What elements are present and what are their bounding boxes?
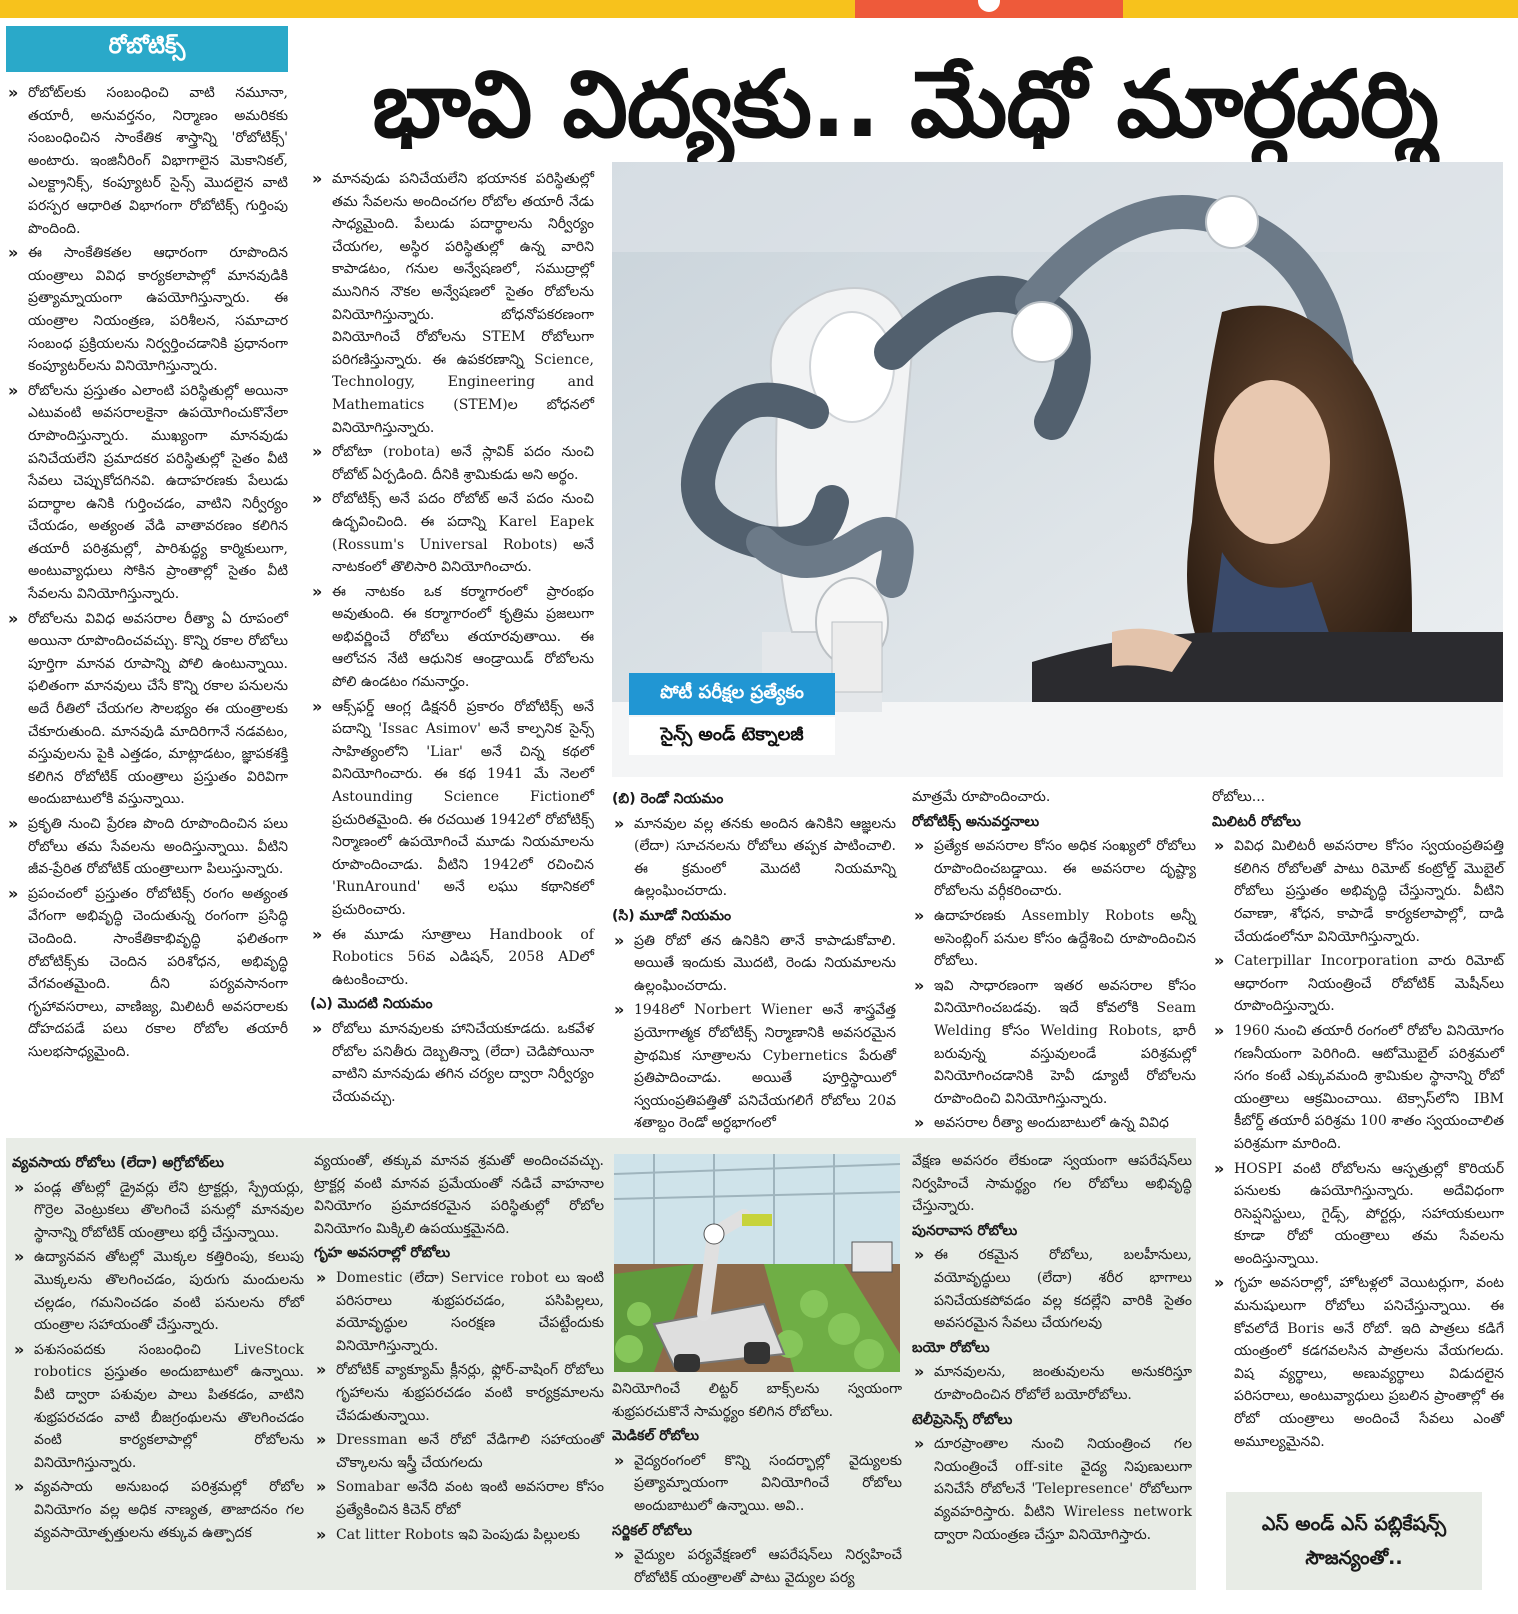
article-paragraph: » వ్యవసాయ అనుబంధ పరిశ్రమల్లో రోబోల వినియోగం వల్ల అధిక నాణ్యత, తాజాదనం గల వ్యవసాయోత్పత్తులను తక్కువ ఉత్పాదక — [12, 1476, 304, 1544]
article-paragraph: » ప్రకృతి నుంచి ప్రేరణ పొంది రూపొందించిన పలు రోబోలు తమ సేవలను అందిస్తున్నాయి. వీటిని జీవ-ప్రేరిత రోబోటిక్‌ యంత్రాలుగా పిలుస్తున్నారు. — [6, 813, 288, 881]
article-paragraph: » ఆక్స్‌ఫర్డ్‌ ఆంగ్ల డిక్షనరీ ప్రకారం రోబోటిక్స్‌ అనే పదాన్ని 'Issac Asimov' అనే కాల్పనిక సైన్స్‌ సాహిత్యంలోని 'Liar' అనే చిన్న కథలో వినియోగించారు. ఈ కథ 1941 మే నెలలో Astounding Science Fictionలో ప్రచురితమైంది. ఈ రచయిత 1942లో రోబోటిక్స్‌ నిర్మాణంలో ఉపయోగించే మూడు నియమాలను రూపొందించాడు. వీటిని 1942లో రచించిన 'RunAround' అనే లఘు కథానికలో ప్రచురించారు. — [310, 696, 594, 922]
column-5 — [1212, 786, 1504, 1476]
badge-competitive-exams: పోటీ పరీక్షల ప్రత్యేకం — [629, 673, 835, 715]
credit-line-2: సౌజన్యంతో.. — [1305, 1547, 1403, 1569]
article-paragraph: » వైద్యుల పర్యవేక్షణలో ఆపరేషన్‌లు నిర్వహించే రోబోటిక్‌ యంత్రాలతో పాటు వైద్యుల పర్య — [612, 1544, 902, 1589]
article-paragraph: » ప్రతి రోబో తన ఉనికిని తానే కాపాడుకోవాలి. అయితే ఇందుకు మొదటి, రెండు నియమాలను ఉల్లంఘించరాదు. — [612, 930, 896, 998]
article-paragraph: » పశుసంపదకు సంబంధించి LiveStock robotics ప్రస్తుతం అందుబాటులో ఉన్నాయి. వీటి ద్వారా పశువుల పాలు పితకడం, వాటిని శుభ్రపరచడం వాటి బీజగ్రంథులను తొలగించడం వంటి కార్యకలాపాల్లో రోబోలను వినియోగిస్తున్నారు. — [12, 1339, 304, 1475]
headline: భావి విద్యకు.. మేధో మార్గదర్శి — [372, 51, 1438, 158]
article-paragraph: » రోబోట్‌లకు సంబంధించి వాటి నమూనా, తయారీ, అనువర్తనం, నిర్మాణం అమరికకు సంబంధించిన సాంకేతిక శాస్త్రాన్ని 'రోబోటిక్స్‌' అంటారు. ఇంజినీరింగ్‌ విభాగాలైన మెకానికల్‌, ఎలక్ట్రానిక్స్‌, కంప్యూటర్‌ సైన్స్‌ మొదలైన వాటి పరస్పర ఆధారిత విభాగంగా రోబోటిక్స్‌ గుర్తింపు పొందింది. — [6, 82, 288, 240]
subheading: (సి) మూడో నియమం — [612, 907, 732, 924]
top-color-bar — [0, 0, 1518, 18]
article-paragraph: మాత్రమే రూపొందించారు. — [912, 789, 1051, 805]
article-paragraph: » మానవులను, జంతువులను అనుకరిస్తూ రూపొందించిన రోబోలే బయోరోబోలు. — [912, 1361, 1192, 1406]
subheading: మిలిటరీ రోబోలు — [1212, 813, 1301, 830]
article-paragraph: » ఇవి సాధారణంగా ఇతర అవసరాల కోసం వినియోగించబడవు. ఇదే కోవలోకి Seam Welding కోసం Welding Robots, భారీ బరువున్న వస్తువులండే పరిశ్రమల్లో వినియోగించడానికి హెవీ డ్యూటీ రోబోలను రూపొందించి వినియోగిస్తున్నారు. — [912, 975, 1196, 1111]
article-paragraph: » అవసరాల రీత్యా అందుబాటులో ఉన్న వివిధ — [912, 1112, 1196, 1135]
article-paragraph: » ఈ రకమైన రోబోలు, బలహీనులు, వయోవృద్ధులు (లేదా) శరీర భాగాలు పనిచేయకపోవడం వల్ల కదల్లేని వారికి సైతం అవసరమైన సేవలు చేయగలవు — [912, 1244, 1192, 1334]
lower-column-2 — [314, 1150, 604, 1586]
subheading: గృహ అవసరాల్లో రోబోలు — [314, 1245, 451, 1262]
article-paragraph: » రోబోటిక్స్‌ అనే పదం రోబోట్‌ అనే పదం నుంచి ఉద్భవించింది. ఈ పదాన్ని Karel Eapek (Rossum's Universal Robots) అనే నాటకంలో తొలిసారి వినియోగించారు. — [310, 488, 594, 578]
subheading: వ్యవసాయ రోబోలు (లేదా) అగ్రోబోట్‌లు — [12, 1155, 224, 1171]
article-paragraph: » ఉదాహరణకు Assembly Robots అన్నీ అసెంబ్లింగ్‌ పనుల కోసం ఉద్దేశించి రూపొందించిన రోబోలు. — [912, 905, 1196, 973]
greenhouse-illustration — [614, 1154, 900, 1372]
subheading: పునరావాస రోబోలు — [912, 1222, 1018, 1239]
credit-line-1: ఎస్ అండ్ ఎస్ పబ్లికేషన్స్ — [1261, 1513, 1447, 1535]
article-paragraph: » దూరప్రాంతాల నుంచి నియంత్రించ గల నియంత్రించే off-site వైద్య నిపుణులుగా పనిచేసే రోబోలనే 'Telepresence' రోబోలుగా వ్యవహరిస్తారు. వీటిని Wireless network ద్వారా నియంత్రణ చేస్తూ వినియోగిస్తారు. — [912, 1433, 1192, 1546]
subheading: మెడికల్‌ రోబోలు — [612, 1428, 700, 1445]
column-3 — [612, 786, 896, 1132]
article-paragraph: రోబోలు... — [1212, 789, 1266, 805]
article-paragraph: » ప్రత్యేక అవసరాల కోసం అధిక సంఖ్యలో రోబోలు రూపొందించబడ్డాయి. ఈ అవసరాల దృష్ట్యా రోబోలను వర్గీకరించారు. — [912, 835, 1196, 903]
column-1 — [6, 82, 288, 1122]
subheading: టెలీప్రెసెన్స్‌ రోబోలు — [912, 1411, 1013, 1428]
article-paragraph: » మానవుల వల్ల తనకు అందిన ఉనికిని ఆజ్ఞలను (లేదా) సూచనలను రోబోలు తప్పక పాటించాలి. ఈ క్రమంలో మొదటి నియమాన్ని ఉల్లంఘించరాదు. — [612, 813, 896, 903]
article-paragraph: » పండ్ల తోటల్లో డ్రైవర్లు లేని ట్రాక్టర్లు, స్ప్రేయర్లు, గొర్రెల వెంట్రుకలు తొలగించే పనుల్లో మానవుల స్థానాన్ని రోబోటిక్‌ యంత్రాలు భర్తీ చేస్తున్నాయి. — [12, 1177, 304, 1245]
article-paragraph: » Somabar అనేది వంట ఇంటి అవసరాల కోసం ప్రత్యేకించిన కిచెన్‌ రోబో — [314, 1476, 604, 1521]
article-paragraph: » ప్రపంచంలో ప్రస్తుతం రోబోటిక్స్‌ రంగం అత్యంత వేగంగా అభివృద్ధి చెందుతున్న రంగంగా ప్రసిద్ధి చెందింది. సాంకేతికాభివృద్ధి ఫలితంగా రోబోటిక్స్‌కు చెందిన పరిశోధన, అభివృద్ధి వేగవంతమైంది. దీని పర్యవసానంగా గృహావసరాలు, వాణిజ్య, మిలిటరీ అవసరాలకు దోహదపడే పలు రకాల రోబోల తయారీ సులభసాధ్యమైంది. — [6, 883, 288, 1064]
article-paragraph: » ఈ సాంకేతికతల ఆధారంగా రూపొందిన యంత్రాలు వివిధ కార్యకలాపాల్లో మానవుడికి ప్రత్యామ్నాయంగా ఉపయోగిస్తున్నారు. ఈ యంత్రాల నియంత్రణ, పరిశీలన, సమాచార సంబంధ ప్రక్రియలను నిర్వర్తించడానికి ప్రధానంగా కంప్యూటర్‌లను వినియోగిస్తున్నారు. — [6, 242, 288, 378]
article-paragraph: » రోబోటిక్‌ వ్యాక్యూమ్‌ క్లీనర్లు, ఫ్లోర్‌-వాషింగ్‌ రోబోలు గృహాలను శుభ్రపరచడం వంటి కార్యక్రమాలను చేపడుతున్నాయి. — [314, 1359, 604, 1427]
article-paragraph: » HOSPI వంటి రోబోలను ఆస్పత్రుల్లో కొరియర్‌ పనులకు ఉపయోగిస్తున్నారు. అదేవిధంగా రిసెప్షనిస్టులు, గైడ్స్‌, పోర్టర్లు, సహాయకులుగా కూడా రోబో యంత్రాలు తమ సేవలను అందిస్తున్నాయి. — [1212, 1158, 1504, 1271]
greenhouse-robot-image — [614, 1154, 900, 1372]
lower-column-4 — [912, 1150, 1192, 1586]
article-paragraph: » 1948లో Norbert Wiener అనే శాస్త్రవేత్త ప్రయోగాత్మక రోబోటిక్స్‌ నిర్మాణానికి అవసరమైన ప్రాథమిక సూత్రాలను Cybernetics పేరుతో ప్రతిపాదించాడు. అయితే పూర్తిస్థాయిలో స్వయంప్రతిపత్తితో పనిచేయగలిగే రోబోలు 20వ శతాబ్దం రెండో అర్ధభాగంలో — [612, 999, 896, 1135]
lower-column-1 — [12, 1150, 304, 1586]
article-paragraph: » Domestic (లేదా) Service robot లు ఇంటి పరిసరాలు శుభ్రపరచడం, పసిపిల్లలు, వయోవృద్ధుల సంరక్షణ చేపట్టేందుకు వినియోగిస్తున్నారు. — [314, 1267, 604, 1357]
article-paragraph: వినియోగించే లిట్టర్‌ బాక్స్‌లను స్వయంగా శుభ్రపరచుకొనే సామర్థ్యం కలిగిన రోబోలు. — [612, 1381, 902, 1420]
article-paragraph: వేక్షణ అవసరం లేకుండా స్వయంగా ఆపరేషన్‌లు నిర్వహించే సామర్థ్యం గల రోబోలు అభివృద్ధి చేస్తున్నారు. — [912, 1153, 1192, 1215]
section-tag: రోబోటిక్స్ — [6, 26, 288, 72]
article-paragraph: » వివిధ మిలిటరీ అవసరాల కోసం స్వయంప్రతిపత్తి కలిగిన రోబోలతో పాటు రిమోట్‌ కంట్రోల్డ్‌ మొబైల్‌ రోబోలు ప్రస్తుతం అభివృద్ధి చేస్తున్నారు. వీటిని రవాణా, శోధన, కాపాడే కార్యకలాపాల్లో, దాడి చేయడంలోనూ వినియోగిస్తున్నారు. — [1212, 835, 1504, 948]
credit-box — [1226, 1492, 1482, 1590]
article-paragraph: » ఉద్యానవన తోటల్లో మొక్కల కత్తిరింపు, కలుపు మొక్కలను తొలగించడం, పురుగు మందులను చల్లడం, గమనించడం వంటి పనులను రోబో యంత్రాల సహాయంతో చేస్తున్నారు. — [12, 1246, 304, 1336]
article-paragraph: » గృహ అవసరాల్లో, హోటళ్లలో వెయిటర్లుగా, వంట మనుషులుగా రోబోలు పనిచేస్తున్నాయి. ఈ కోవలోదే Boris అనే రోబో. ఇది పాత్రలు కడిగే యంత్రంలో కడగవలసిన పాత్రలను వేయగలదు. విష వ్యర్థాలు, అణువ్యర్థాలు విడుదలైన పరిసరాలు, అంటువ్యాధులు ప్రబలిన ప్రాంతాల్లో ఈ రోబో యంత్రాలు అందించే సేవలు ఎంతో అమూల్యమైనవి. — [1212, 1272, 1504, 1453]
article-paragraph: » Cat litter Robots ఇవి పెంపుడు పిల్లులకు — [314, 1524, 604, 1547]
article-paragraph: » రోబోటా (robota) అనే స్లావిక్‌ పదం నుంచి రోబోట్‌ ఏర్పడింది. దీనికి శ్రామికుడు అని అర్థం. — [310, 441, 594, 486]
article-paragraph: » మానవుడు పనిచేయలేని భయానక పరిస్థితుల్లో తమ సేవలను అందించగల రోబోల తయారీ నేడు సాధ్యమైంది. పేలుడు పదార్థాలను నిర్వీర్యం చేయగల, అస్థిర పరిస్థితుల్లో ఉన్న వారిని కాపాడటం, గనుల అన్వేషణలో, సముద్రాల్లో మునిగిన నౌకల అన్వేషణలో సైతం రోబోలను వినియోగిస్తున్నారు. బోధనోపకరణంగా వినియోగించే రోబోలను STEM రోబోలుగా పరిగణిస్తున్నారు. ఈ ఉపకరణాన్ని Science, Technology, Engineering and Mathematics (STEM)ల బోధనలో వినియోగిస్తున్నారు. — [310, 168, 594, 439]
article-paragraph: » రోబోలను ప్రస్తుతం ఎలాంటి పరిస్థితుల్లో అయినా ఎటువంటి అవసరాలకైనా ఉపయోగించుకొనేలా రూపొందిస్తున్నారు. ముఖ్యంగా మానవుడు పనిచేయలేని ప్రమాదకర పరిస్థితుల్లో సైతం వీటి సేవలు చెప్పుకోదగినవి. ఉదాహరణకు పేలుడు పదార్థాల ఉనికి గుర్తించడం, వాటిని నిర్వీర్యం చేయడం, అత్యంత వేడి వాతావరణం కలిగిన తయారీ పరిశ్రమల్లో, పారిశుద్ధ్య కార్మికులుగా, అంటువ్యాధులు సోకిన ప్రాంతాల్లో సైతం వీటి సేవలను వినియోగిస్తున్నారు. — [6, 380, 288, 606]
subheading: (ఎ) మొదటి నియమం — [310, 996, 433, 1013]
lower-column-3 — [612, 1378, 902, 1586]
article-paragraph: » రోబోలు మానవులకు హానిచేయకూడదు. ఒకవేళ రోబోల పనితీరు దెబ్బతిన్నా (లేదా) చెడిపోయినా వాటిని మానవుడు తగిన చర్యల ద్వారా నిర్వీర్యం చేయవచ్చు. — [310, 1018, 594, 1108]
article-paragraph: » 1960 నుంచి తయారీ రంగంలో రోబోల వినియోగం గణనీయంగా పెరిగింది. ఆటోమొబైల్‌ పరిశ్రమలో సగం కంటే ఎక్కువమంది శ్రామికుల స్థానాన్ని రోబో యంత్రాలు ఆక్రమించాయి. టెక్సాస్‌లోని IBM కీబోర్డ్‌ తయారీ పరిశ్రమ 100 శాతం స్వయంచాలిత పరిశ్రమగా మారింది. — [1212, 1020, 1504, 1156]
article-paragraph: వ్యయంతో, తక్కువ మానవ శ్రమతో అందించవచ్చు. ట్రాక్టర్ల వంటి మానవ ప్రమేయంతో నడిచే వాహనాల వినియోగం ప్రమాదకరమైన పరిస్థితుల్లో రోబోల వినియోగం మిక్కిలి ఉపయుక్తమైనది. — [314, 1153, 604, 1237]
article-paragraph: » Caterpillar Incorporation వారు రిమోట్‌ ఆధారంగా నియంత్రించే రోబోటిక్‌ మెషీన్‌లు రూపొందిస్తున్నారు. — [1212, 950, 1504, 1018]
subheading: రోబోటిక్స్‌ అనువర్తనాలు — [912, 813, 1040, 830]
article-paragraph: » రోబోలను వివిధ అవసరాల రీత్యా ఏ రూపంలో అయినా రూపొందించవచ్చు. కొన్ని రకాల రోబోలు పూర్తిగా మానవ రూపాన్ని పోలి ఉంటున్నాయి. ఫలితంగా మానవులు చేసే కొన్ని రకాల పనులను అదే రీతిలో చేయగల సౌలభ్యం ఈ యంత్రాలకు చేకూరుతుంది. మానవుడి మాదిరిగానే నడవటం, వస్తువులను పైకి ఎత్తడం, మాట్లాడటం, జ్ఞాపకశక్తి కలిగిన రోబోటిక్‌ యంత్రాలు ప్రస్తుతం విరివిగా అందుబాటులోకి వస్తున్నాయి. — [6, 608, 288, 811]
column-4 — [912, 786, 1196, 1132]
article-paragraph: » ఈ నాటకం ఒక కర్మాగారంలో ప్రారంభం అవుతుంది. ఈ కర్మాగారంలో కృత్రిమ ప్రజలుగా అభివర్ణించే రోబోలు తయారవుతాయి. ఈ ఆలోచన నేటి ఆధునిక ఆండ్రాయిడ్‌ రోబోలను పోలి ఉండటం గమనార్హం. — [310, 581, 594, 694]
column-2 — [310, 168, 594, 1122]
subheading: సర్జికల్‌ రోబోలు — [612, 1522, 692, 1539]
article-paragraph: » Dressman అనే రోబో వేడిగాలి సహాయంతో చొక్కాలను ఇస్త్రీ చేయగలదు — [314, 1429, 604, 1474]
subheading: (బి) రెండో నియమం — [612, 791, 724, 807]
article-paragraph: » ఈ మూడు సూత్రాలు Handbook of Robotics 56వ ఎడిషన్‌, 2058 ADలో ఉటంకించారు. — [310, 924, 594, 992]
article-paragraph: » వైద్యరంగంలో కొన్ని సందర్భాల్లో వైద్యులకు ప్రత్యామ్నాయంగా వినియోగించే రోబోలు అందుబాటులో ఉన్నాయి. అవి.. — [612, 1450, 902, 1518]
badge-science-technology: సైన్స్ అండ్ టెక్నాలజీ — [629, 717, 835, 755]
subheading: బయో రోబోలు — [912, 1339, 990, 1356]
